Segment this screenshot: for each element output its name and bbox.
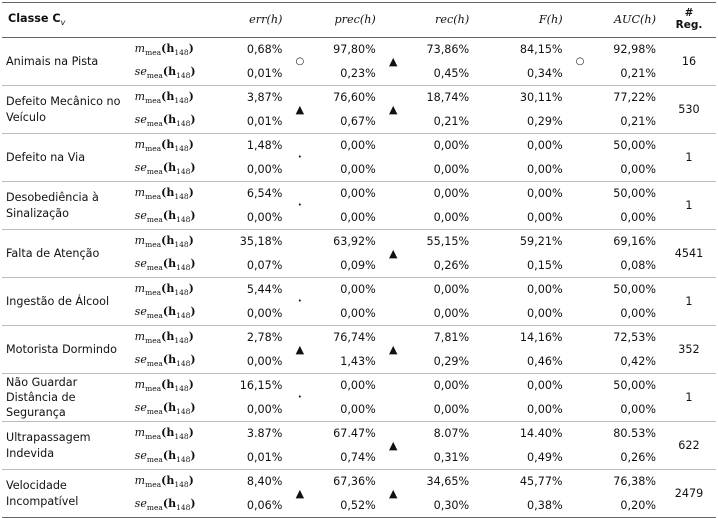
record-count: 530 [662,86,716,134]
se-value: 0,00% [591,158,662,182]
header-rec: rec(h) [405,3,476,38]
significance-marker: ○ [288,38,311,86]
row-label-mean: $m_{mea}(h_{148})$ [134,473,194,490]
se-value: 0,26% [591,446,662,470]
header-prec: prec(h) [311,3,382,38]
significance-marker [475,374,498,422]
mean-value: 80.53% [613,427,656,441]
mean-value: 50,00% [613,139,656,153]
class-name: Não Guardar Distância de Segurança [2,374,131,422]
se-value: 0,34% [498,62,569,86]
mean-value: 0,00% [527,283,563,297]
header-err: err(h) [218,3,289,38]
class-name: Defeito na Via [2,134,131,182]
se-value: 0,08% [591,254,662,278]
significance-marker: • [288,278,311,326]
record-count: 16 [662,38,716,86]
header-gap-4 [569,3,592,38]
row-label-mean: $m_{mea}(h_{148})$ [134,89,194,106]
record-count: 1 [662,374,716,422]
significance-marker: ▲ [382,86,405,134]
mean-value: 8.07% [433,427,470,441]
significance-marker [475,422,498,470]
significance-marker [569,134,592,182]
mean-value: 0,00% [340,187,376,201]
mean-value: 63,92% [333,235,376,249]
mean-value: 84,15% [519,43,563,57]
record-count: 352 [662,326,716,374]
results-table [2,2,716,518]
table-row [2,422,716,446]
significance-marker: • [288,134,311,182]
mean-value: 0,00% [527,139,563,153]
mean-value: 76,60% [333,91,376,105]
mean-value: 50,00% [613,187,656,201]
mean-value: 0,00% [433,283,470,297]
table-row [2,86,716,110]
table-row [2,374,716,398]
se-value: 0,42% [591,350,662,374]
se-value: 0,49% [498,446,569,470]
se-value: 0,00% [405,302,476,326]
se-value: 0,00% [218,398,289,422]
se-value: 0,00% [311,206,382,230]
mean-value: 45,77% [519,475,563,489]
se-value: 0,07% [218,254,289,278]
se-value: 0,21% [591,110,662,134]
significance-marker: ▲ [288,86,311,134]
se-value: 0,00% [591,302,662,326]
mean-value: 0,00% [340,283,376,297]
mean-value: 35,18% [239,235,283,249]
significance-marker [475,230,498,278]
row-label-se: $se_{mea}(h_{148})$ [131,446,218,470]
se-value: 0,00% [405,158,476,182]
significance-marker [475,278,498,326]
se-value: 0,67% [311,110,382,134]
significance-marker: ○ [569,38,592,86]
record-count: 2479 [662,470,716,518]
row-label-mean: $m_{mea}(h_{148})$ [134,425,194,442]
record-count: 1 [662,134,716,182]
se-value: 0,38% [498,494,569,518]
significance-marker: • [288,374,311,422]
header-class: Classe $C_v$ [2,3,131,38]
mean-value: 76,74% [333,331,376,345]
mean-value: 92,98% [613,43,656,57]
se-value: 0,46% [498,350,569,374]
se-value: 0,21% [591,62,662,86]
significance-marker: ▲ [382,326,405,374]
class-name: Falta de Atenção [2,230,131,278]
record-count: 622 [662,422,716,470]
significance-marker [569,230,592,278]
header-reg: # Reg. [662,3,716,38]
se-value: 0,00% [218,158,289,182]
row-label-mean: $m_{mea}(h_{148})$ [134,281,194,298]
row-label-mean: $m_{mea}(h_{148})$ [134,41,194,58]
mean-value: 3.87% [246,427,283,441]
table-row [2,326,716,350]
class-name: Animais na Pista [2,38,131,86]
se-value: 0,45% [405,62,476,86]
significance-marker [382,374,405,422]
mean-value: 0,00% [433,187,470,201]
significance-marker [569,374,592,422]
row-label-mean: $m_{mea}(h_{148})$ [134,137,194,154]
se-value: 0,00% [311,302,382,326]
se-value: 0,30% [405,494,476,518]
se-value: 0,23% [311,62,382,86]
mean-value: 0,68% [246,43,283,57]
mean-value: 30,11% [519,91,563,105]
mean-value: 2,78% [246,331,283,345]
se-value: 0,09% [311,254,382,278]
mean-value: 18,74% [426,91,470,105]
significance-marker [569,278,592,326]
significance-marker: ▲ [382,230,405,278]
header-blank [131,3,218,38]
se-value: 0,00% [498,398,569,422]
mean-value: 0,00% [340,139,376,153]
row-label-mean: $m_{mea}(h_{148})$ [134,329,194,346]
significance-marker [288,230,311,278]
se-value: 0,74% [311,446,382,470]
class-name: Ingestão de Álcool [2,278,131,326]
mean-value: 67.47% [333,427,376,441]
mean-value: 16,15% [239,379,283,393]
table-row [2,230,716,254]
significance-marker: ▲ [288,470,311,518]
mean-value: 14,16% [519,331,563,345]
se-value: 0,01% [218,62,289,86]
significance-marker [288,422,311,470]
significance-marker [475,38,498,86]
class-name: Ultrapassagem Indevida [2,422,131,470]
mean-value: 67,36% [333,475,376,489]
row-label-se: $se_{mea}(h_{148})$ [131,494,218,518]
table-row [2,182,716,206]
se-value: 0,00% [311,398,382,422]
se-value: 0,01% [218,110,289,134]
se-value: 0,00% [405,398,476,422]
significance-marker [475,182,498,230]
se-value: 0,06% [218,494,289,518]
se-value: 0,00% [498,206,569,230]
se-value: 0,21% [405,110,476,134]
significance-marker [569,422,592,470]
class-name: Defeito Mecânico no Veículo [2,86,131,134]
class-name: Velocidade Incompatível [2,470,131,518]
table-body [2,38,716,518]
header-gap-1 [288,3,311,38]
se-value: 1,43% [311,350,382,374]
mean-value: 0,00% [433,139,470,153]
header-f: F(h) [498,3,569,38]
record-count: 1 [662,182,716,230]
significance-marker [569,326,592,374]
row-label-se: $se_{mea}(h_{148})$ [131,398,218,422]
table-row [2,470,716,494]
se-value: 0,00% [218,350,289,374]
significance-marker [475,134,498,182]
mean-value: 6,54% [246,187,283,201]
row-label-mean: $m_{mea}(h_{148})$ [134,377,194,394]
header-gap-2 [382,3,405,38]
significance-marker [475,326,498,374]
se-value: 0,29% [405,350,476,374]
header-auc: AUC(h) [591,3,662,38]
se-value: 0,01% [218,446,289,470]
significance-marker [569,182,592,230]
row-label-mean: $m_{mea}(h_{148})$ [134,185,194,202]
mean-value: 7,81% [433,331,470,345]
table-row [2,38,716,62]
significance-marker: • [288,182,311,230]
header-row [2,3,716,38]
class-name: Motorista Dormindo [2,326,131,374]
se-value: 0,31% [405,446,476,470]
se-value: 0,00% [218,302,289,326]
significance-marker [569,470,592,518]
significance-marker [382,278,405,326]
mean-value: 34,65% [426,475,470,489]
se-value: 0,00% [498,158,569,182]
significance-marker [382,134,405,182]
header-gap-3 [475,3,498,38]
se-value: 0,00% [591,398,662,422]
row-label-se: $se_{mea}(h_{148})$ [131,62,218,86]
mean-value: 72,53% [613,331,656,345]
mean-value: 50,00% [613,379,656,393]
se-value: 0,26% [405,254,476,278]
se-value: 0,00% [405,206,476,230]
significance-marker [382,182,405,230]
significance-marker: ▲ [382,38,405,86]
se-value: 0,15% [498,254,569,278]
mean-value: 14.40% [519,427,563,441]
mean-value: 69,16% [613,235,656,249]
mean-value: 77,22% [613,91,656,105]
significance-marker [475,86,498,134]
se-value: 0,52% [311,494,382,518]
mean-value: 8,40% [246,475,283,489]
table-row [2,278,716,302]
mean-value: 59,21% [519,235,563,249]
significance-marker [475,470,498,518]
row-label-se: $se_{mea}(h_{148})$ [131,302,218,326]
significance-marker: ▲ [382,470,405,518]
table-row [2,134,716,158]
mean-value: 0,00% [340,379,376,393]
class-name: Desobediência à Sinalização [2,182,131,230]
mean-value: 73,86% [426,43,470,57]
se-value: 0,00% [218,206,289,230]
record-count: 4541 [662,230,716,278]
row-label-se: $se_{mea}(h_{148})$ [131,206,218,230]
mean-value: 3,87% [246,91,283,105]
row-label-se: $se_{mea}(h_{148})$ [131,350,218,374]
se-value: 0,20% [591,494,662,518]
row-label-mean: $m_{mea}(h_{148})$ [134,233,194,250]
se-value: 0,00% [591,206,662,230]
mean-value: 0,00% [433,379,470,393]
se-value: 0,00% [311,158,382,182]
row-label-se: $se_{mea}(h_{148})$ [131,254,218,278]
significance-marker [569,86,592,134]
mean-value: 55,15% [426,235,470,249]
se-value: 0,00% [498,302,569,326]
mean-value: 0,00% [527,187,563,201]
mean-value: 0,00% [527,379,563,393]
row-label-se: $se_{mea}(h_{148})$ [131,110,218,134]
significance-marker: ▲ [382,422,405,470]
mean-value: 5,44% [246,283,283,297]
mean-value: 50,00% [613,283,656,297]
record-count: 1 [662,278,716,326]
mean-value: 76,38% [613,475,656,489]
mean-value: 1,48% [246,139,283,153]
significance-marker: ▲ [288,326,311,374]
row-label-se: $se_{mea}(h_{148})$ [131,158,218,182]
se-value: 0,29% [498,110,569,134]
mean-value: 97,80% [333,43,376,57]
